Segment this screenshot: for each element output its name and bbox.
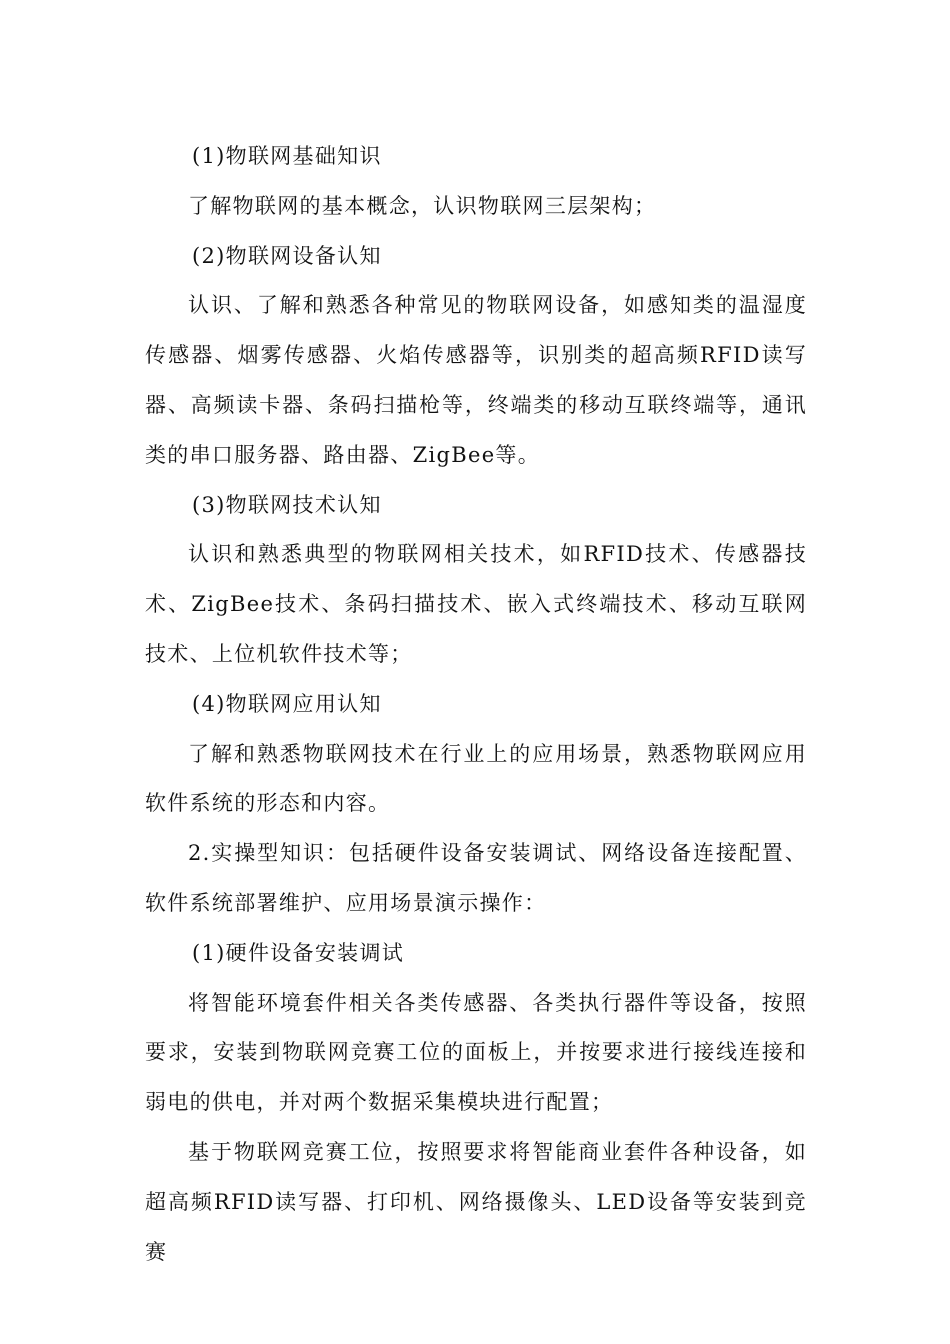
section-heading-technology-cognition: (3)物联网技术认知 xyxy=(192,492,382,517)
paragraph-application-cognition: 了解和熟悉物联网技术在行业上的应用场景，熟悉物联网应用软件系统的形态和内容。 xyxy=(145,741,807,816)
section-heading-application-cognition: (4)物联网应用认知 xyxy=(192,691,382,716)
paragraph-commercial-kit: 基于物联网竞赛工位，按照要求将智能商业套件各种设备，如超高频RFID读写器、打印机、网络摄像头、LED设备等安装到竞赛 xyxy=(145,1139,807,1264)
paragraph-iot-basics: 了解物联网的基本概念，认识物联网三层架构； xyxy=(188,193,657,218)
paragraph-practical-knowledge: 2.实操型知识：包括硬件设备安装调试、网络设备连接配置、软件系统部署维护、应用场景演示操作： xyxy=(145,841,807,915)
section-heading-iot-basics: (1)物联网基础知识 xyxy=(192,144,382,168)
section-heading-device-cognition: (2)物联网设备认知 xyxy=(192,243,382,268)
section-heading-hardware-installation: (1)硬件设备安装调试 xyxy=(192,940,405,965)
document-body xyxy=(145,132,807,1277)
paragraph-hardware-installation: 将智能环境套件相关各类传感器、各类执行器件等设备，按照要求，安装到物联网竞赛工位的面板上，并按要求进行接线连接和弱电的供电，并对两个数据采集模块进行配置； xyxy=(145,990,807,1115)
paragraph-device-cognition: 认识、了解和熟悉各种常见的物联网设备，如感知类的温湿度传感器、烟雾传感器、火焰传感器等，识别类的超高频RFID读写器、高频读卡器、条码扫描枪等，终端类的移动互联终端等，通讯类的串口服务器、路由器、ZigBee等。 xyxy=(145,293,807,467)
paragraph-technology-cognition: 认识和熟悉典型的物联网相关技术，如RFID技术、传感器技术、ZigBee技术、条码扫描技术、嵌入式终端技术、移动互联网技术、上位机软件技术等； xyxy=(145,542,807,666)
